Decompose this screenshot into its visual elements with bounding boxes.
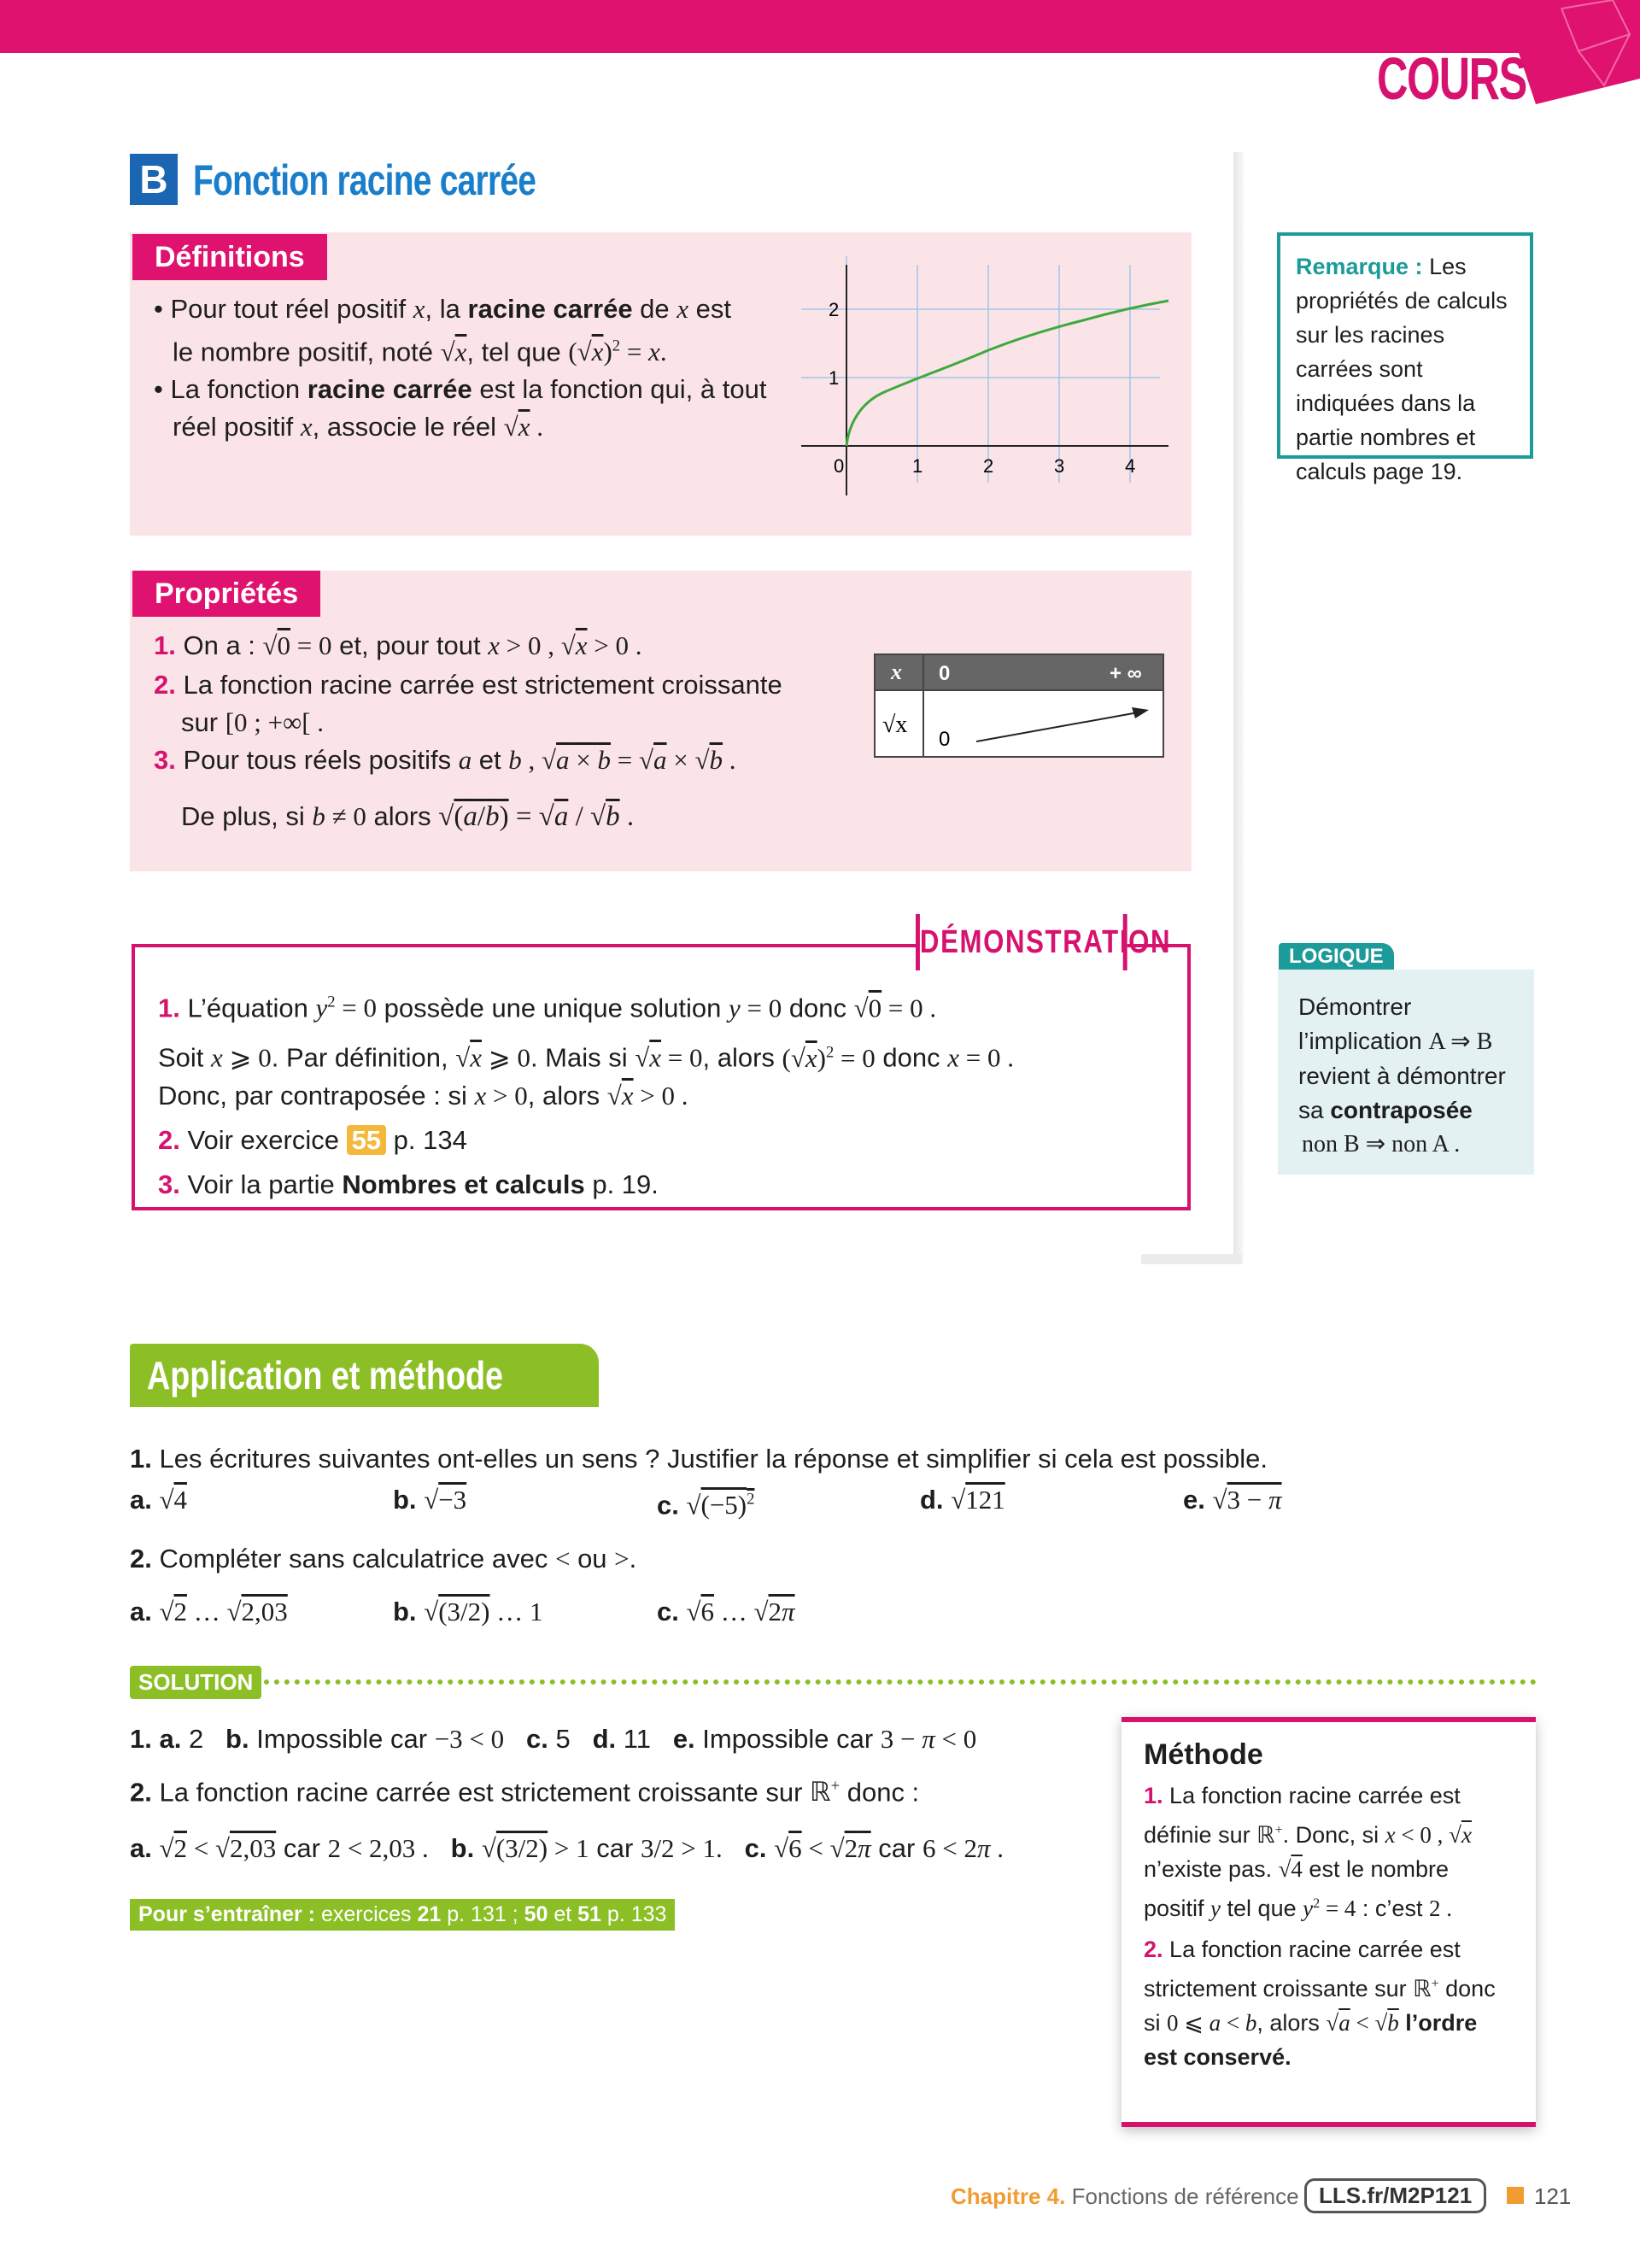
var-head-x: x (891, 659, 902, 684)
x-tick-label: 4 (1125, 455, 1136, 477)
footer-chapter: Chapitre 4. Fonctions de référence (951, 2183, 1299, 2209)
x-tick-label: 1 (912, 455, 923, 477)
page-fold-shadow (1233, 152, 1244, 1263)
graph-grid (801, 256, 1160, 483)
demonstration-tag: DÉMONSTRATION (916, 914, 1128, 970)
exercise-badge[interactable]: 55 (347, 1125, 386, 1155)
page-fold-shadow-bottom (1141, 1254, 1242, 1264)
method-title: Méthode (1144, 1738, 1263, 1771)
section-letter: B (130, 154, 178, 205)
definitions-text: • Pour tout réel positif x, la racine carrée de x est le nombre positif, noté √x, tel que $(√x)^2 = x$. • La fonction racine carrée est la fonction qui, à tout réel positif x, associe le réel √x . (154, 294, 767, 442)
sqrt-curve (846, 301, 1168, 446)
y-tick-label: 2 (829, 299, 840, 320)
application-title: Application et méthode (130, 1344, 599, 1407)
question-2: 2. Compléter sans calculatrice avec < ou >. a. √2 … √2,03 b. √(3/2) … 1 c. √6 … √2π (130, 1544, 795, 1626)
remark-box (1277, 232, 1533, 484)
var-head-0: 0 (939, 662, 951, 685)
x-tick-label: 2 (983, 455, 994, 477)
remark-text: Les propriétés de calculs sur les racines carrées sont indiquées dans la partie nombres et calculs page 19. (1296, 254, 1508, 484)
section-title: Fonction racine carrée (193, 156, 536, 204)
page-number: 121 (1534, 2183, 1572, 2209)
top-banner (0, 0, 1452, 53)
properties-tag: Propriétés (132, 571, 320, 617)
footer-square-icon (1507, 2187, 1524, 2204)
x-tick-label: 3 (1054, 455, 1065, 477)
footer-link[interactable]: LLS.fr/M2P121 (1304, 2178, 1486, 2213)
question-1: 1. Les écritures suivantes ont-elles un sens ? Justifier la réponse et simplifier si cela est possible. a. √4 b. √−3 c. $√(-5)^2$ d. √121 e. √3 − π (130, 1444, 1282, 1521)
solution-text: 1. a. 2 b. Impossible car −3 < 0 c. 5 d. 11 e. Impossible car 3 − π < 0 2. La fonction racine carrée est strictement croissante sur ℝ+ donc : a. √2 < √2,03 car 2 < 2,03 . b. √(3/2) > 1 car 3/2 > 1. c. √6 < √2π car 6 < 2π . (130, 1724, 1004, 1864)
logic-box: Démontrer l’implication A ⇒ B revient à démontrer sa contraposée non B ⇒ non A . (1278, 970, 1534, 1175)
var-row-label: √x (882, 712, 908, 738)
var-row-value: 0 (939, 728, 951, 751)
properties-text: 1. On a : √0 = 0 et, pour tout x > 0 , √x > 0 . 2. La fonction racine carrée est strictement croissante sur [0 ; +∞[ . 3. Pour tous réels positifs a et b , √a × b = √a × √b . De plus, si b ≠ 0 alors √(a/b) = √a / √b . (154, 630, 782, 832)
variation-table (874, 653, 1164, 759)
x-tick-label: 0 (834, 455, 845, 477)
logic-tag: LOGIQUE (1279, 943, 1394, 970)
definitions-tag: Définitions (132, 234, 327, 280)
solution-tag: SOLUTION (130, 1666, 261, 1699)
y-tick-label: 1 (829, 367, 840, 389)
solution-divider (254, 1679, 1537, 1685)
var-head-inf: + ∞ (1110, 662, 1142, 685)
section-label: COURS (1377, 45, 1526, 112)
sqrt-graph (801, 256, 1186, 504)
method-box: Méthode 1. La fonction racine carrée est définie sur ℝ+. Donc, si x < 0 , √x n’existe pas. √4 est le nombre positif y tel que $y^2 = 4$ : c’est 2 . 2. La fonction racine carrée est strictement croissante sur ℝ+ donc si 0 ⩽ a < b, alors √a < √b l’ordre est conservé. (1122, 1717, 1536, 2127)
remark-label: Remarque : (1296, 254, 1423, 279)
demonstration-text: 1. L’équation $y^2 = 0$ possède une unique solution y = 0 donc √0 = 0 . Soit x ⩾ 0. Par définition, √x ⩾ 0. Mais si √x = 0, alors $(√x)^2 = 0$ donc x = 0 . Donc, par contraposée : si x > 0, alors √x > 0 . 2. Voir exercice 55 p. 134 3. Voir la partie Nombres et calculs p. 19. (158, 993, 1014, 1199)
training-link[interactable]: Pour s’entraîner : exercices 21 p. 131 ; 50 et 51 p. 133 (130, 1899, 675, 1931)
